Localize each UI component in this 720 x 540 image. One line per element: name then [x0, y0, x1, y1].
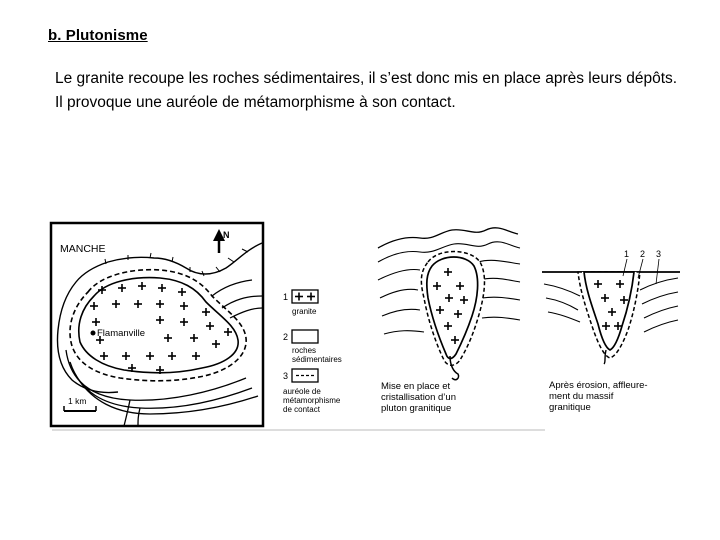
paragraph-line-2: Il provoque une auréole de métamorphisme à son contact.: [55, 94, 456, 111]
section2-label-2: 2: [640, 249, 646, 259]
section2-label-3: 3: [656, 249, 662, 259]
legend-number-1: 1: [283, 292, 289, 302]
geologic-map: [51, 223, 263, 426]
pluton-granite: [427, 257, 478, 359]
legend-number-3: 3: [283, 371, 289, 381]
scale-label: 1 km: [68, 396, 87, 406]
north-label: N: [223, 230, 230, 240]
legend-aureole-label-3: de contact: [283, 405, 320, 414]
section2-caption-3: granitique: [549, 402, 591, 413]
sea-label: MANCHE: [60, 243, 106, 255]
section1-caption-3: pluton granitique: [381, 403, 452, 414]
town-marker: [91, 331, 96, 336]
legend-aureole-swatch: [292, 369, 318, 382]
section1-caption-1: Mise en place et: [381, 381, 451, 392]
legend-granite-label: granite: [292, 307, 317, 316]
town-label: Flamanville: [97, 328, 146, 339]
legend-sediment-label-1: roches: [292, 346, 317, 355]
legend-sediment-swatch: [292, 330, 318, 343]
section2-caption-1: Après érosion, affleure-: [549, 380, 648, 391]
legend-aureole-label-2: métamorphisme: [283, 396, 341, 405]
section1-caption-2: cristallisation d’un: [381, 392, 456, 403]
cross-section-erosion: [542, 249, 680, 413]
legend-aureole-label-1: auréole de: [283, 387, 321, 396]
paragraph-line-1: Le granite recoupe les roches sédimentaires, il s’est donc mis en place après leurs dépôts.: [55, 70, 678, 87]
section2-label-1: 1: [624, 249, 630, 259]
section-heading: b. Plutonisme: [48, 27, 148, 44]
cross-section-emplacement: [378, 228, 520, 414]
section2-caption-2: ment du massif: [549, 391, 614, 402]
legend-number-2: 2: [283, 332, 289, 342]
scale-bar: [64, 406, 96, 411]
legend-sediment-label-2: sédimentaires: [292, 355, 342, 364]
legend: [283, 290, 342, 414]
